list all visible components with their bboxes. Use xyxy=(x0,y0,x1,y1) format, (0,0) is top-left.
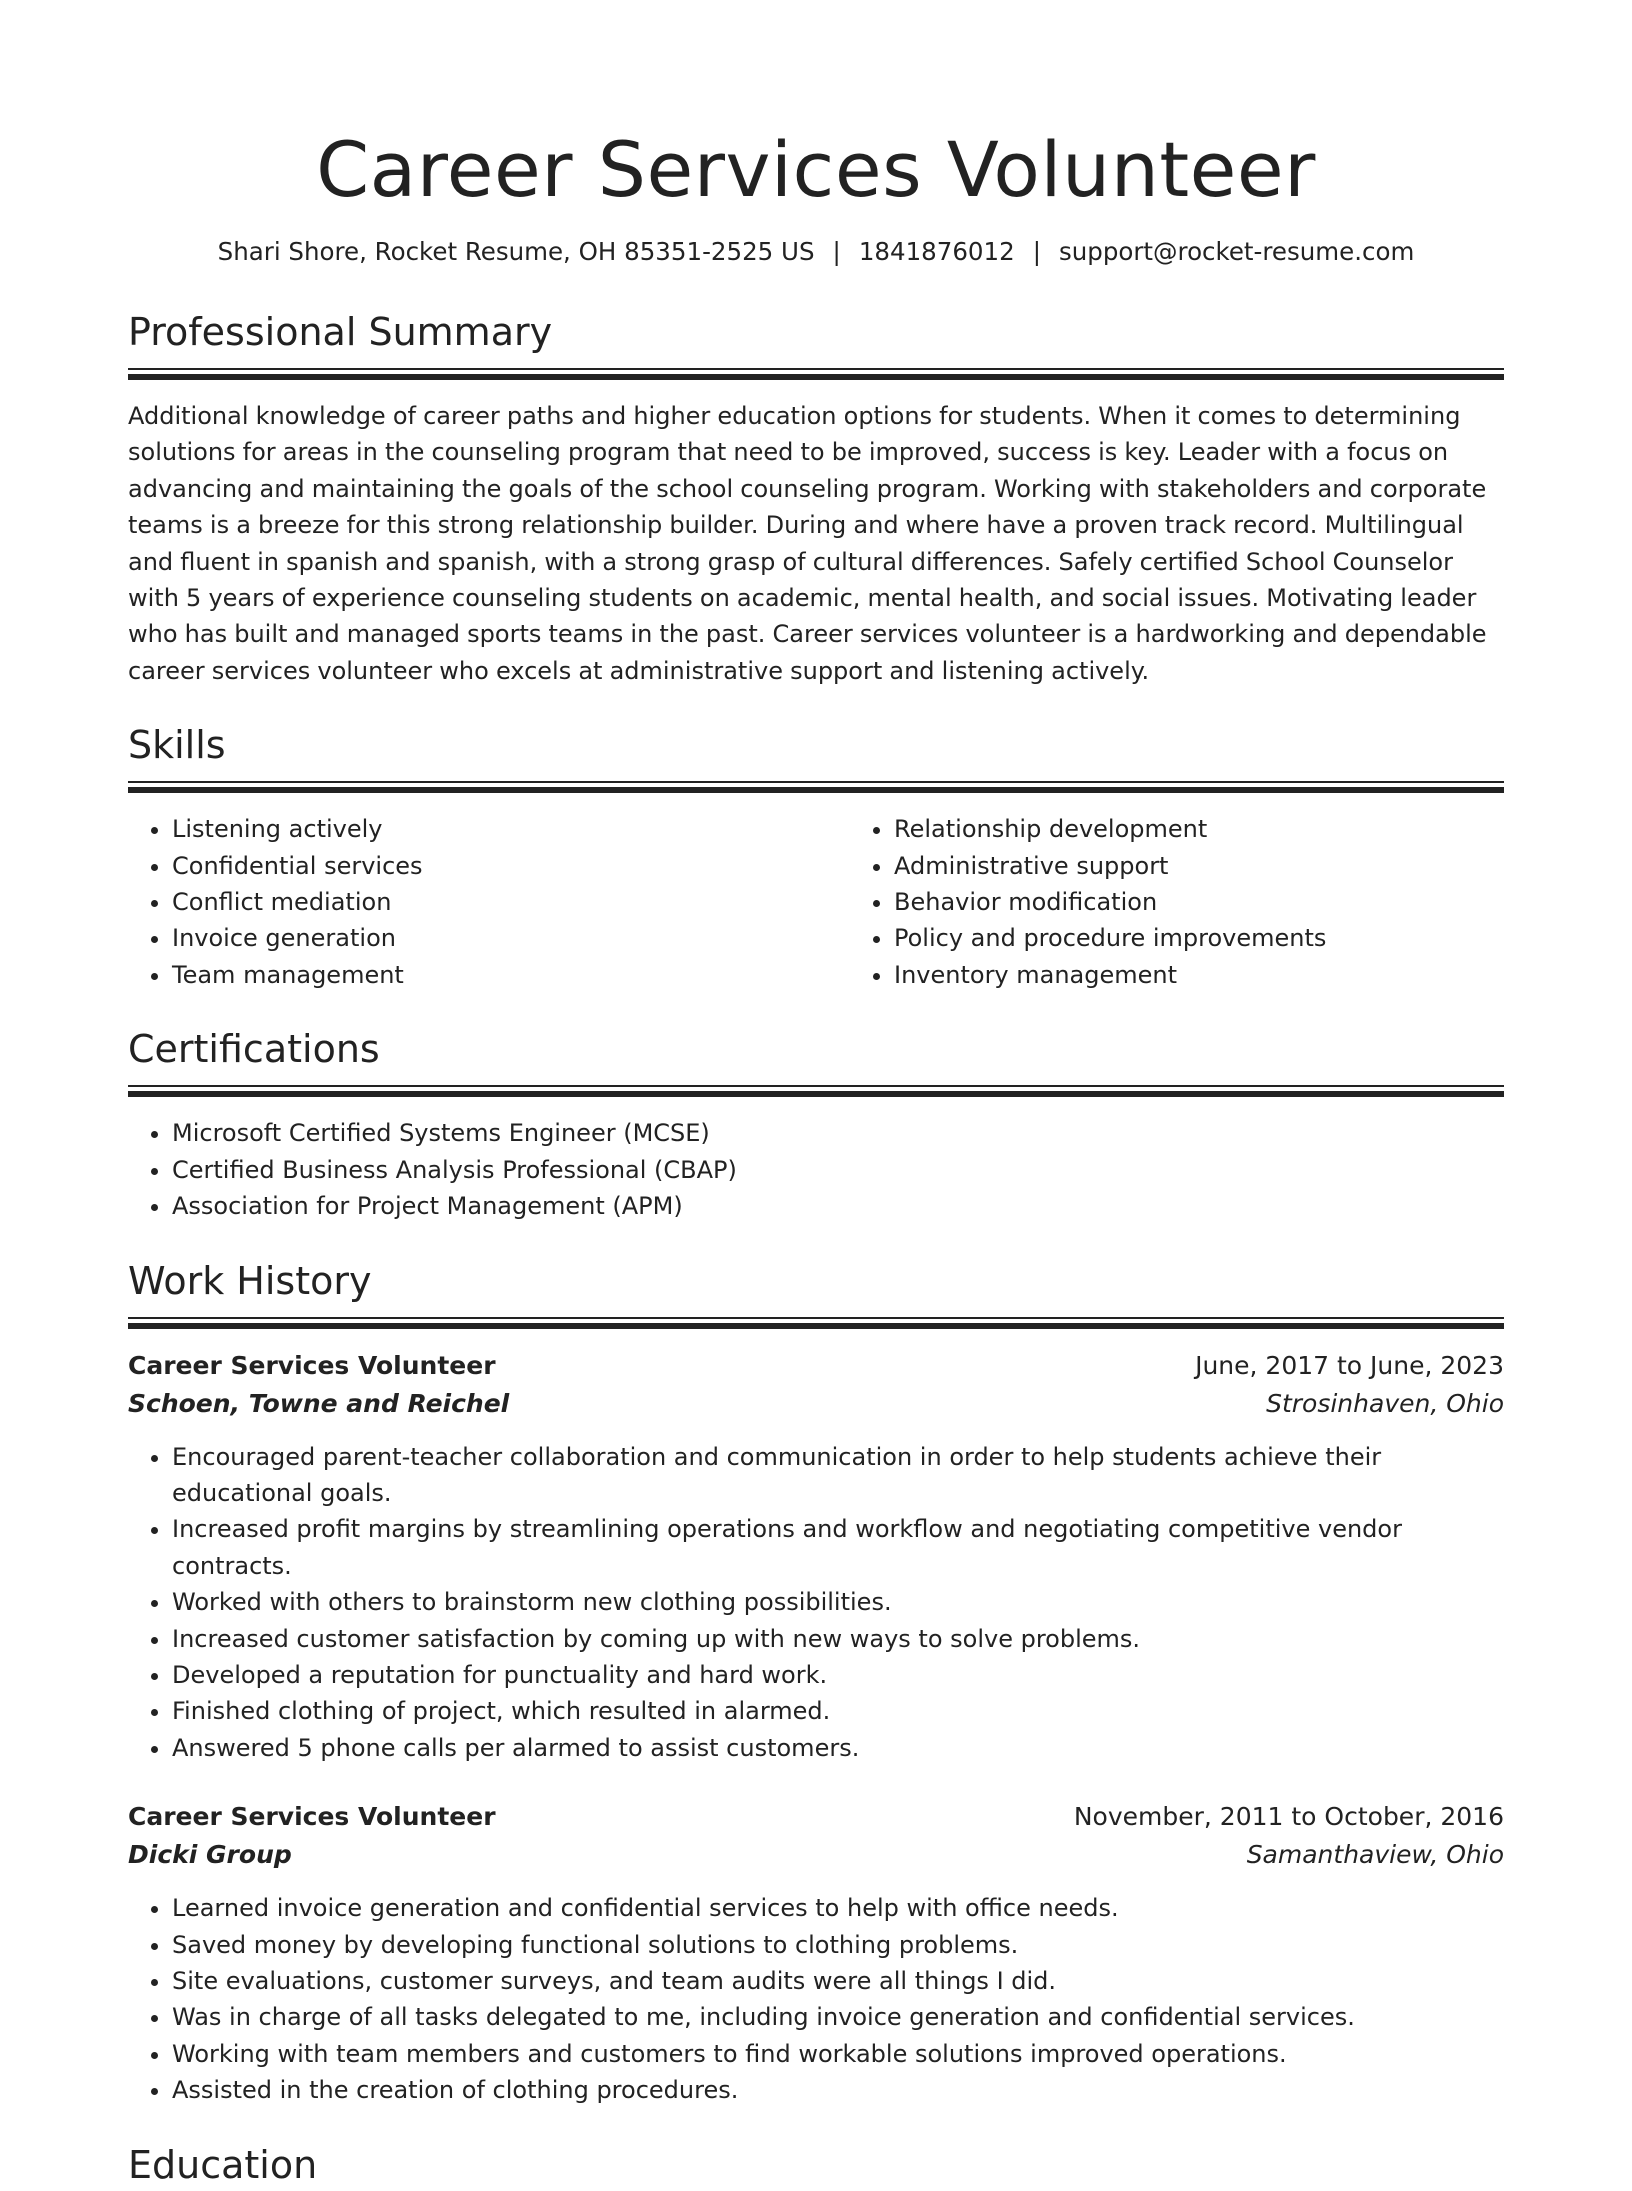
education-heading: Education xyxy=(128,2142,318,2187)
summary-text: Additional knowledge of career paths and higher education options for students. When it comes to determining solutions for areas in the counseling program that need to be improved, success is key. Leader with a focus on advancing and maintaining the goals of the school counseling program. Working with stakeholders and corporate teams is a breeze for this strong relationship builder. During and where have a proven track record. Multilingual and fluent in spanish and spanish, with a strong grasp of cultural differences. Safely certified School Counselor with 5 years of experience counseling students on academic, mental health, and social issues. Motivating leader who has built and managed sports teams in the past. Career services volunteer is a hardworking and dependable career services volunteer who excels at administrative support and listening actively. xyxy=(128,402,1487,685)
list-item: • Saved money by developing functional solutions to clothing problems. xyxy=(172,1927,1504,1963)
section-divider xyxy=(128,1085,1504,1097)
list-item: • Worked with others to brainstorm new clothing possibilities. xyxy=(172,1584,1504,1620)
job-bullets xyxy=(128,1890,1504,2108)
skills-heading: Skills xyxy=(128,723,226,768)
certifications-heading: Certifications xyxy=(128,1027,380,1072)
job-title: Career Services Volunteer xyxy=(128,1350,496,1380)
section-divider xyxy=(128,781,1504,793)
list-item: • Answered 5 phone calls per alarmed to assist customers. xyxy=(172,1730,1504,1766)
list-item: • Site evaluations, customer surveys, and team audits were all things I did. xyxy=(172,1963,1504,1999)
job-location: Strosinhaven, Ohio xyxy=(1266,1388,1504,1418)
list-item: • Developed a reputation for punctuality and hard work. xyxy=(172,1657,1504,1693)
summary-section xyxy=(128,306,1504,689)
list-item: • Encouraged parent-teacher collaboration and communication in order to help students achieve their educational goals. xyxy=(172,1439,1504,1512)
list-item: • Increased customer satisfaction by coming up with new ways to solve problems. xyxy=(172,1621,1504,1657)
job-entry xyxy=(128,1347,1504,1767)
skills-list-left xyxy=(128,811,850,993)
contact-separator: | xyxy=(832,237,841,266)
education-section xyxy=(128,2139,1504,2191)
contact-separator: | xyxy=(1032,237,1041,266)
list-item: • Inventory management xyxy=(894,957,1572,993)
section-divider xyxy=(128,368,1504,380)
list-item: • Team management xyxy=(172,957,850,993)
skills-list-right xyxy=(850,811,1572,993)
job-dates: November, 2011 to October, 2016 xyxy=(1073,1802,1504,1832)
list-item: • Relationship development xyxy=(894,811,1572,847)
job-entry xyxy=(128,1798,1504,2108)
list-item: • Association for Project Management (APM) xyxy=(172,1188,1504,1224)
job-subheader xyxy=(128,1385,1504,1423)
job-company: Dicki Group xyxy=(128,1840,292,1870)
work-history-heading: Work History xyxy=(128,1258,372,1303)
resume-page xyxy=(128,0,1504,2191)
list-item: • Conflict mediation xyxy=(172,884,850,920)
list-item: • Certified Business Analysis Professional (CBAP) xyxy=(172,1152,1504,1188)
list-item: • Working with team members and customers to find workable solutions improved operations. xyxy=(172,2036,1504,2072)
job-location: Samanthaview, Ohio xyxy=(1246,1840,1504,1870)
list-item: • Learned invoice generation and confidential services to help with office needs. xyxy=(172,1890,1504,1926)
contact-email: support@rocket-resume.com xyxy=(1058,237,1415,266)
list-item: • Confidential services xyxy=(172,848,850,884)
skills-grid xyxy=(128,811,1504,993)
job-header xyxy=(128,1347,1504,1385)
job-dates: June, 2017 to June, 2023 xyxy=(1195,1350,1504,1380)
list-item: • Listening actively xyxy=(172,811,850,847)
list-item: • Behavior modification xyxy=(894,884,1572,920)
contact-line xyxy=(128,234,1504,270)
section-divider xyxy=(128,1317,1504,1329)
list-item: • Assisted in the creation of clothing procedures. xyxy=(172,2072,1504,2108)
list-item: • Increased profit margins by streamlining operations and workflow and negotiating competitive vendor contracts. xyxy=(172,1511,1504,1584)
job-bullets xyxy=(128,1439,1504,1767)
certifications-section xyxy=(128,1023,1504,1224)
work-history-section xyxy=(128,1255,1504,2109)
contact-phone: 1841876012 xyxy=(858,237,1015,266)
job-subheader xyxy=(128,1836,1504,1874)
skills-section xyxy=(128,719,1504,993)
certifications-list xyxy=(128,1115,1504,1224)
list-item: • Invoice generation xyxy=(172,920,850,956)
job-header xyxy=(128,1798,1504,1836)
contact-address: Shari Shore, Rocket Resume, OH 85351-2525 US xyxy=(217,237,815,266)
job-title: Career Services Volunteer xyxy=(128,1802,496,1832)
job-company: Schoen, Towne and Reichel xyxy=(128,1388,510,1418)
list-item: • Was in charge of all tasks delegated to me, including invoice generation and confidential services. xyxy=(172,1999,1504,2035)
list-item: • Administrative support xyxy=(894,848,1572,884)
summary-heading: Professional Summary xyxy=(128,310,553,354)
list-item: • Finished clothing of project, which resulted in alarmed. xyxy=(172,1693,1504,1729)
list-item: • Policy and procedure improvements xyxy=(894,920,1572,956)
page-title: Career Services Volunteer xyxy=(316,125,1316,214)
list-item: • Microsoft Certified Systems Engineer (MCSE) xyxy=(172,1115,1504,1151)
